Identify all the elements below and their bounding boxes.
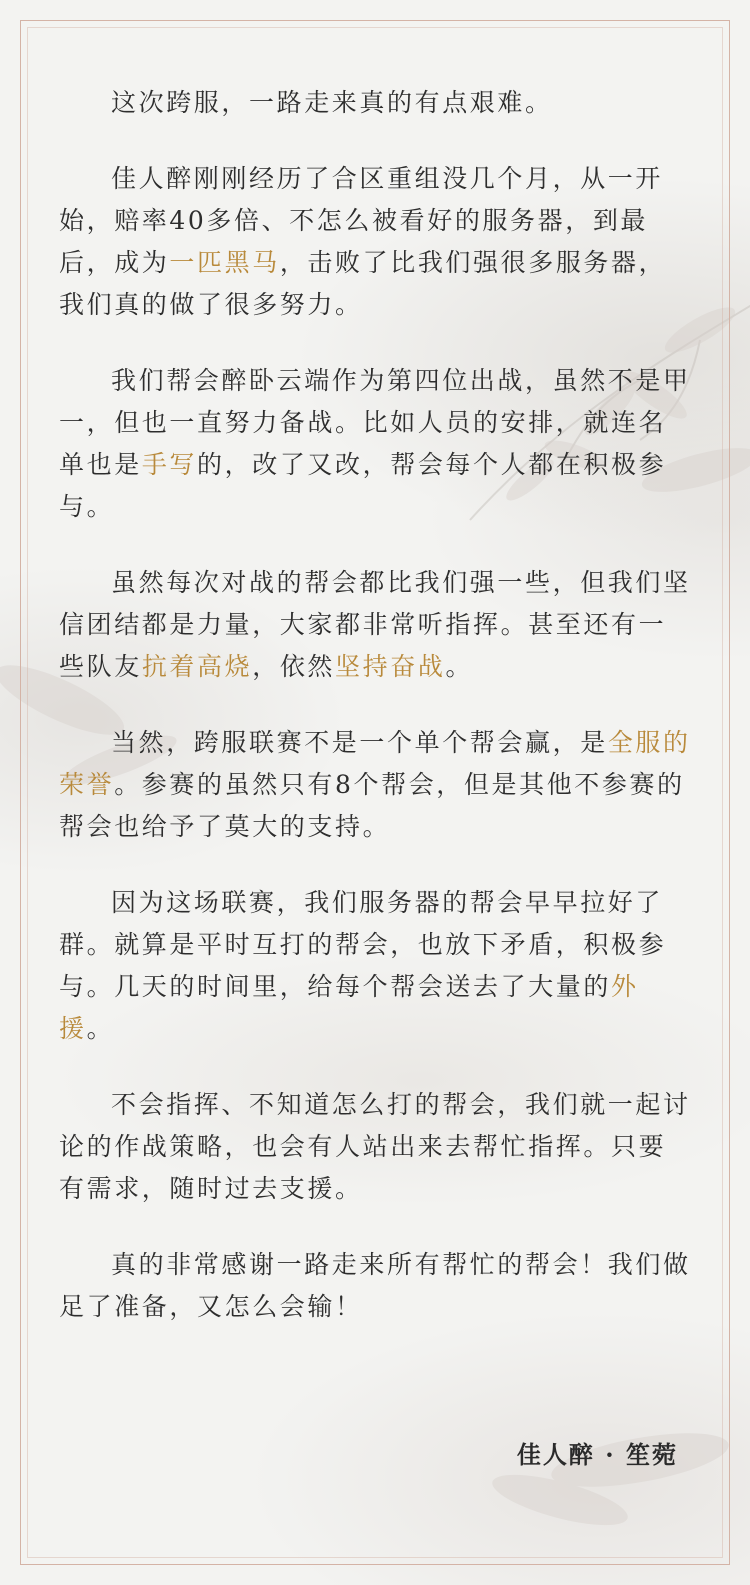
highlighted-text: 全服的荣誉 <box>59 728 691 799</box>
text-segment: ，依然 <box>252 652 336 681</box>
text-segment: 真的非常感谢一路走来所有帮忙的帮会！我们做足了准备，又怎么会输！ <box>59 1250 691 1321</box>
highlighted-text: 手写 <box>141 450 198 479</box>
paragraph <box>59 1244 691 1328</box>
author-signature: 佳人醉 · 笙菀 <box>516 1440 678 1469</box>
text-segment: 。 <box>445 652 474 681</box>
text-segment: 虽然每次对战的帮会都比我们强一些，但我们坚信团结都是力量，大家都非常听指挥。甚至还有一些队友 <box>59 568 691 681</box>
highlighted-text: 外援 <box>59 972 639 1043</box>
text-segment: 的，改了又改，帮会每个人都在积极参与。 <box>59 450 667 521</box>
highlighted-text: 一匹黑马 <box>169 248 280 277</box>
paragraph <box>59 360 691 528</box>
highlighted-text: 坚持奋战 <box>335 652 446 681</box>
text-segment: 因为这场联赛，我们服务器的帮会早早拉好了群。就算是平时互打的帮会，也放下矛盾，积极参与。几天的时间里，给每个帮会送去了大量的 <box>59 888 667 1001</box>
paragraph <box>59 562 691 688</box>
text-segment: 不会指挥、不知道怎么打的帮会，我们就一起讨论的作战策略，也会有人站出来去帮忙指挥。只要有需求，随时过去支援。 <box>59 1090 691 1203</box>
paragraph <box>59 882 691 1050</box>
text-segment: 佳人醉刚刚经历了合区重组没几个月，从一开始，赔率40多倍、不怎么被看好的服务器，到最后，成为 <box>59 164 664 277</box>
text-segment: 当然，跨服联赛不是一个单个帮会赢，是 <box>111 728 608 757</box>
highlighted-text: 抗着高烧 <box>141 652 253 681</box>
article-body <box>59 82 691 1328</box>
text-segment: 这次跨服，一路走来真的有点艰难。 <box>111 88 553 117</box>
paragraph <box>59 158 691 326</box>
paragraph <box>59 722 691 848</box>
text-segment: ，击败了比我们强很多服务器，我们真的做了很多努力。 <box>59 248 667 319</box>
text-segment: 。 <box>86 1014 115 1043</box>
paragraph <box>59 1084 691 1210</box>
paragraph <box>59 82 691 124</box>
text-segment: 。参赛的虽然只有8个帮会，但是其他不参赛的帮会也给予了莫大的支持。 <box>59 770 685 841</box>
text-segment: 我们帮会醉卧云端作为第四位出战，虽然不是甲一，但也一直努力备战。比如人员的安排，就连名单也是 <box>59 366 691 479</box>
